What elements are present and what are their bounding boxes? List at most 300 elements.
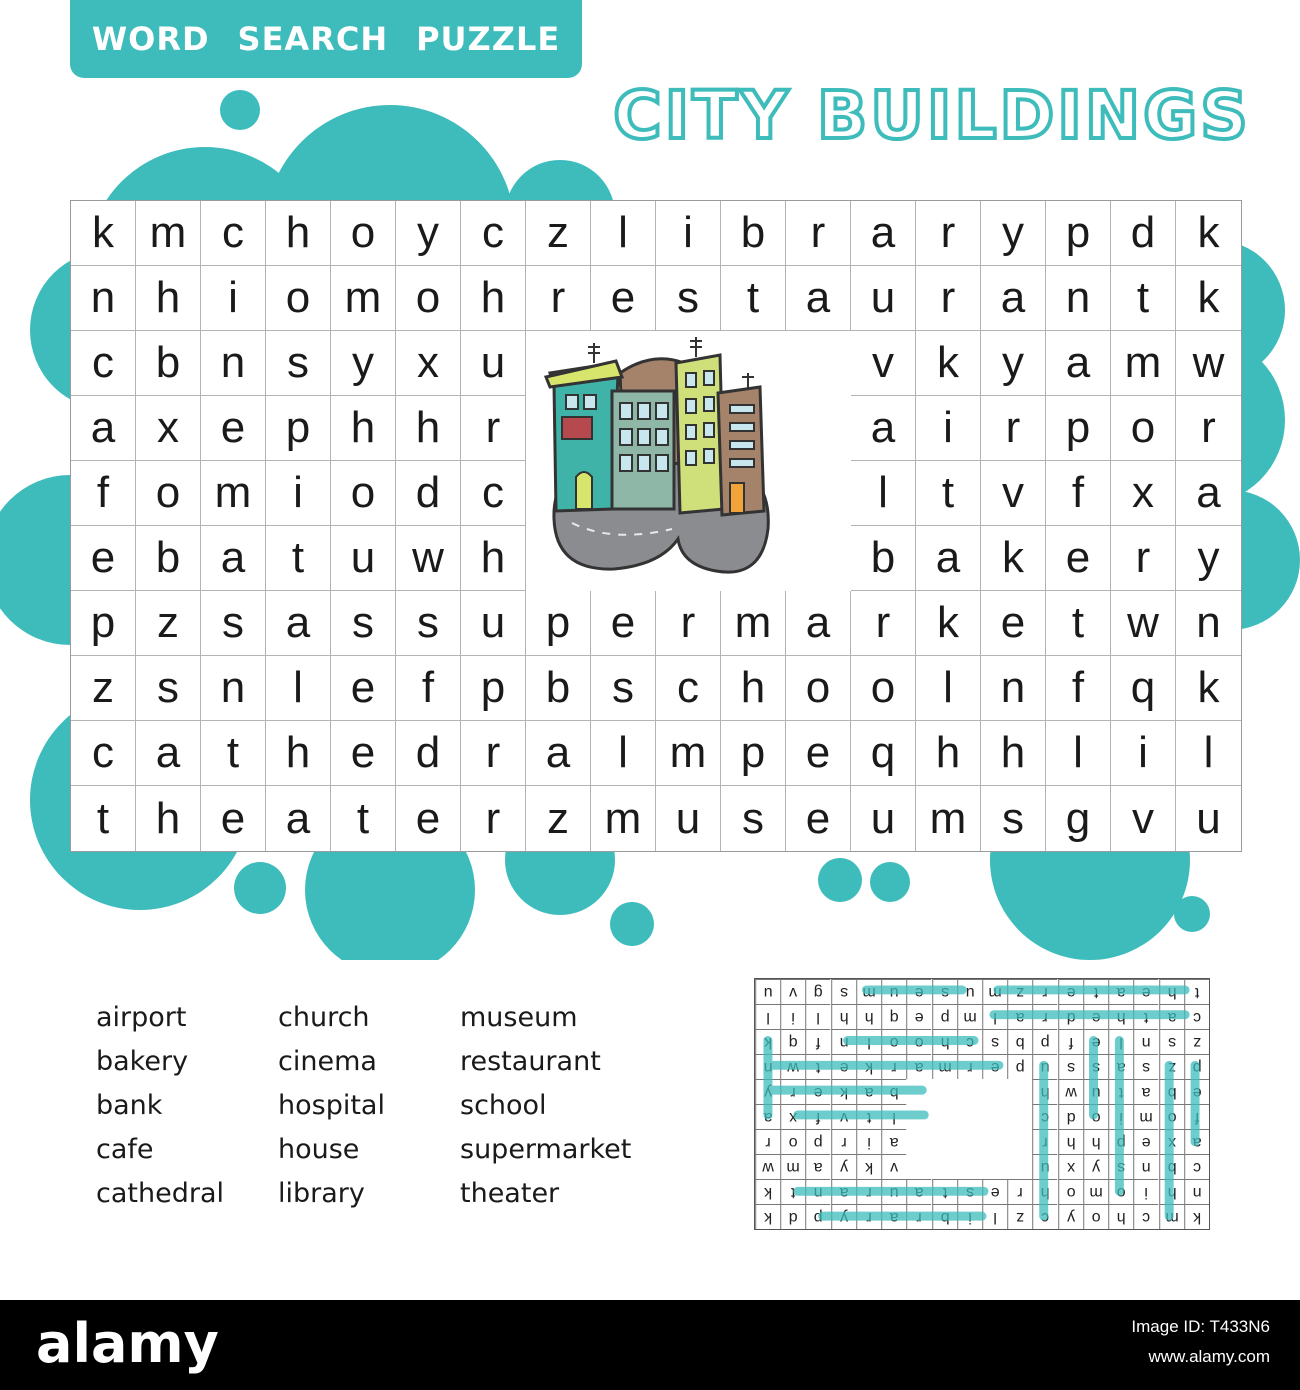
answer-cell: u: [881, 979, 906, 1004]
grid-cell: d: [1111, 201, 1176, 266]
grid-cell: r: [461, 786, 526, 851]
banner-word: WORD: [91, 20, 210, 58]
grid-cell: z: [71, 656, 136, 721]
grid-cell: u: [851, 786, 916, 851]
grid-cell: b: [136, 331, 201, 396]
grid-cell: e: [331, 721, 396, 786]
grid-cell: o: [136, 461, 201, 526]
grid-cell: e: [981, 591, 1046, 656]
banner-word: PUZZLE: [416, 20, 561, 58]
grid-cell: x: [136, 396, 201, 461]
answer-cell: s: [1133, 1054, 1158, 1079]
answer-cell: h: [1159, 979, 1184, 1004]
answer-cell: u: [755, 979, 780, 1004]
answer-cell: i: [780, 1004, 805, 1029]
grid-cell: e: [786, 721, 851, 786]
grid-cell: o: [1111, 396, 1176, 461]
grid-cell: t: [1046, 591, 1111, 656]
answer-cell: s: [1058, 1054, 1083, 1079]
grid-cell: p: [266, 396, 331, 461]
answer-cell: a: [1108, 1054, 1133, 1079]
grid-cell: h: [981, 721, 1046, 786]
answer-cell: x: [1058, 1154, 1083, 1179]
grid-cell: b: [136, 526, 201, 591]
brand-logo-text: alamy: [36, 1312, 219, 1375]
grid-cell: l: [916, 656, 981, 721]
grid-cell: b: [526, 656, 591, 721]
answer-cell: h: [831, 1004, 856, 1029]
grid-cell: m: [916, 786, 981, 851]
header-banner: [70, 0, 582, 78]
answer-cell: m: [982, 979, 1007, 1004]
answer-cell: h: [1032, 1079, 1057, 1104]
answer-cell: r: [1032, 979, 1057, 1004]
grid-cell: t: [266, 526, 331, 591]
grid-cell: u: [1196, 793, 1221, 843]
grid-cell: h: [461, 526, 526, 591]
grid-cell: u: [461, 331, 526, 396]
grid-cell: h: [916, 721, 981, 786]
answer-cell: m: [1133, 1104, 1158, 1129]
grid-cell: c: [461, 201, 526, 266]
answer-cell: k: [831, 1079, 856, 1104]
answer-cell: u: [1032, 1054, 1057, 1079]
grid-cell: s: [266, 331, 331, 396]
grid-cell: s: [331, 591, 396, 656]
word-list-column: [460, 996, 656, 1216]
grid-cell: p: [721, 721, 786, 786]
grid-cell: f: [1046, 461, 1111, 526]
answer-cell: p: [1007, 1054, 1032, 1079]
answer-cell: l: [982, 1004, 1007, 1029]
grid-cell: c: [71, 331, 136, 396]
answer-cell: u: [1083, 1079, 1108, 1104]
answer-cell: l: [1108, 1029, 1133, 1054]
grid-cell: b: [851, 526, 916, 591]
word-item: bank: [96, 1090, 163, 1121]
grid-cell: w: [1176, 331, 1241, 396]
answer-cell: v: [831, 1104, 856, 1129]
answer-cell: o: [780, 1129, 805, 1154]
answer-cell: n: [805, 1179, 830, 1204]
answer-cell: k: [856, 1054, 881, 1079]
grid-cell: p: [1046, 201, 1111, 266]
grid-cell: z: [136, 591, 201, 656]
answer-cell: a: [1133, 1079, 1158, 1104]
answer-cell: u: [957, 979, 982, 1004]
grid-cell: i: [1111, 721, 1176, 786]
grid-cell: s: [201, 591, 266, 656]
grid-cell: r: [461, 396, 526, 461]
grid-cell: t: [721, 266, 786, 331]
answer-cell: p: [805, 1204, 830, 1229]
grid-cell: r: [786, 201, 851, 266]
answer-cell: a: [906, 1179, 931, 1204]
answer-cell: l: [982, 1204, 1007, 1229]
answer-cell: s: [982, 1029, 1007, 1054]
answer-cell: s: [932, 979, 957, 1004]
grid-cell: a: [916, 526, 981, 591]
answer-cell: u: [881, 1179, 906, 1204]
answer-cell: e: [1133, 1129, 1158, 1154]
answer-cell: w: [780, 1054, 805, 1079]
grid-cell: y: [981, 331, 1046, 396]
grid-cell: y: [1176, 526, 1241, 591]
answer-cell: s: [1159, 1029, 1184, 1054]
grid-cell: f: [1046, 656, 1111, 721]
answer-cell: a: [831, 1179, 856, 1204]
grid-cell: n: [71, 266, 136, 331]
answer-cell: m: [1083, 1179, 1108, 1204]
answer-cell: r: [1032, 1004, 1057, 1029]
answer-cell: c: [957, 1029, 982, 1054]
grid-cell: r: [1111, 526, 1176, 591]
answer-cell: h: [1083, 1129, 1108, 1154]
answer-cell: b: [932, 1204, 957, 1229]
answer-cell: c: [1032, 1204, 1057, 1229]
grid-cell: v: [981, 461, 1046, 526]
answer-cell: p: [932, 1004, 957, 1029]
answer-cell: e: [831, 1054, 856, 1079]
answer-cell: h: [1108, 1204, 1133, 1229]
answer-cell: m: [856, 979, 881, 1004]
grid-cell: q: [851, 721, 916, 786]
grid-cell: e: [1046, 526, 1111, 591]
answer-cell: f: [805, 1104, 830, 1129]
grid-cell: y: [981, 201, 1046, 266]
grid-cell: x: [1111, 461, 1176, 526]
answer-cell: o: [906, 1029, 931, 1054]
word-item: hospital: [278, 1090, 385, 1121]
answer-cell: e: [1083, 1029, 1108, 1054]
answer-cell: p: [805, 1129, 830, 1154]
answer-cell: h: [932, 1029, 957, 1054]
grid-cell: a: [851, 396, 916, 461]
word-list-column: [96, 996, 278, 1216]
grid-cell: a: [136, 721, 201, 786]
grid-cell: r: [1176, 396, 1241, 461]
grid-cell: e: [396, 786, 461, 851]
word-item: church: [278, 1002, 370, 1033]
grid-cell: d: [396, 461, 461, 526]
answer-cell: i: [856, 1129, 881, 1154]
grid-cell: s: [656, 266, 721, 331]
answer-cell: q: [881, 1004, 906, 1029]
answer-cell: r: [957, 1054, 982, 1079]
answer-cell: e: [982, 1179, 1007, 1204]
answer-cell: o: [1159, 1104, 1184, 1129]
word-item: school: [460, 1090, 547, 1121]
grid-cell: a: [266, 591, 331, 656]
answer-cell: z: [1159, 1054, 1184, 1079]
grid-cell: y: [331, 331, 396, 396]
answer-cell: o: [1058, 1179, 1083, 1204]
banner-word: SEARCH: [237, 20, 389, 58]
answer-cell: m: [957, 1004, 982, 1029]
grid-cell: b: [721, 201, 786, 266]
answer-cell: d: [1058, 1004, 1083, 1029]
grid-cell: c: [656, 656, 721, 721]
grid-cell: p: [461, 656, 526, 721]
answer-cell: h: [1058, 1129, 1083, 1154]
grid-cell: f: [396, 656, 461, 721]
answer-highlights: [755, 979, 1209, 1229]
grid-cell: h: [331, 396, 396, 461]
answer-cell: y: [1058, 1204, 1083, 1229]
grid-cell: m: [721, 591, 786, 656]
answer-cell: k: [755, 1179, 780, 1204]
answer-cell: r: [906, 1204, 931, 1229]
answer-cell: z: [1007, 979, 1032, 1004]
answer-cell: r: [856, 1179, 881, 1204]
grid-cell: h: [396, 396, 461, 461]
grid-cell: r: [916, 201, 981, 266]
grid-cell: m: [656, 721, 721, 786]
grid-cell: x: [396, 331, 461, 396]
grid-cell: m: [331, 266, 396, 331]
grid-cell: n: [1176, 591, 1241, 656]
answer-cell: r: [881, 1054, 906, 1079]
answer-cell: a: [906, 1054, 931, 1079]
grid-cell: r: [656, 591, 721, 656]
answer-cell: b: [1159, 1154, 1184, 1179]
word-item: museum: [460, 1002, 578, 1033]
answer-cell: w: [1058, 1079, 1083, 1104]
grid-cell: t: [71, 786, 136, 851]
answer-cell: a: [1159, 1004, 1184, 1029]
grid-cell: e: [591, 266, 656, 331]
grid-cell: e: [71, 526, 136, 591]
word-item: bakery: [96, 1046, 189, 1077]
grid-cell: k: [1176, 201, 1241, 266]
grid-cell: t: [1111, 266, 1176, 331]
answer-cell: r: [755, 1129, 780, 1154]
answer-cell: p: [1184, 1054, 1209, 1079]
grid-cell: f: [71, 461, 136, 526]
site-url: www.alamy.com: [1148, 1347, 1270, 1366]
grid-cell: t: [201, 721, 266, 786]
grid-cell: e: [591, 591, 656, 656]
grid-cell: a: [266, 786, 331, 851]
answer-cell: g: [805, 979, 830, 1004]
grid-cell: g: [1046, 786, 1111, 851]
grid-cell: w: [1111, 591, 1176, 656]
answer-cell: a: [1108, 979, 1133, 1004]
answer-cell: o: [1083, 1104, 1108, 1129]
word-item: cinema: [278, 1046, 377, 1077]
grid-cell: a: [786, 591, 851, 656]
answer-cell: w: [755, 1154, 780, 1179]
answer-cell: z: [1184, 1029, 1209, 1054]
grid-cell: t: [916, 461, 981, 526]
grid-cell: n: [981, 656, 1046, 721]
answer-cell: e: [1083, 1004, 1108, 1029]
grid-cell: o: [851, 656, 916, 721]
answer-cell: e: [906, 1004, 931, 1029]
grid-cell: h: [266, 201, 331, 266]
grid-cell: a: [851, 201, 916, 266]
grid-cell: s: [136, 656, 201, 721]
grid-cell: a: [71, 396, 136, 461]
page-title-text: CITY BUILDINGS: [613, 77, 1251, 154]
grid-cell: v: [851, 331, 916, 396]
answer-cell: l: [881, 1104, 906, 1129]
answer-cell: r: [1032, 1129, 1057, 1154]
answer-cell: p: [1032, 1029, 1057, 1054]
answer-cell: i: [1108, 1104, 1133, 1129]
grid-cell: o: [396, 266, 461, 331]
grid-cell: k: [916, 331, 981, 396]
word-list-column: [278, 996, 460, 1216]
answer-cell: y: [1083, 1154, 1108, 1179]
grid-cell: c: [71, 721, 136, 786]
answer-cell: n: [1184, 1179, 1209, 1204]
word-item: cafe: [96, 1134, 154, 1165]
grid-cell: i: [201, 266, 266, 331]
answer-cell: f: [1184, 1104, 1209, 1129]
grid-cell: y: [396, 201, 461, 266]
answer-cell: s: [1083, 1054, 1108, 1079]
answer-cell: a: [1007, 1004, 1032, 1029]
grid-cell: r: [461, 721, 526, 786]
answer-cell: r: [856, 1204, 881, 1229]
grid-cell: t: [331, 786, 396, 851]
answer-cell: k: [755, 1029, 780, 1054]
word-item: theater: [460, 1178, 560, 1209]
grid-cell: s: [981, 786, 1046, 851]
grid-cell: l: [591, 721, 656, 786]
answer-cell: t: [780, 1179, 805, 1204]
alamy-logo: [36, 1312, 266, 1378]
grid-cell: c: [461, 461, 526, 526]
answer-cell: a: [805, 1154, 830, 1179]
grid-cell: h: [266, 721, 331, 786]
grid-cell: a: [1046, 331, 1111, 396]
answer-cell: e: [982, 1054, 1007, 1079]
answer-cell: r: [780, 1079, 805, 1104]
grid-cell: r: [981, 396, 1046, 461]
grid-cell: s: [721, 786, 786, 851]
answer-cell: a: [1184, 1129, 1209, 1154]
answer-cell: s: [831, 979, 856, 1004]
word-item: airport: [96, 1002, 187, 1033]
answer-cell: v: [780, 979, 805, 1004]
answer-cell: e: [1058, 979, 1083, 1004]
page-title: [612, 74, 1252, 154]
answer-cell: m: [780, 1154, 805, 1179]
answer-cell: e: [906, 979, 931, 1004]
word-item: cathedral: [96, 1178, 224, 1209]
answer-cell: o: [881, 1029, 906, 1054]
grid-cell: a: [786, 266, 851, 331]
answer-cell: y: [831, 1154, 856, 1179]
grid-cell: w: [396, 526, 461, 591]
grid-cell: e: [201, 396, 266, 461]
answer-cell: y: [755, 1079, 780, 1104]
answer-cell: c: [1133, 1204, 1158, 1229]
answer-cell: l: [856, 1029, 881, 1054]
answer-cell: e: [1184, 1079, 1209, 1104]
grid-cell: k: [1176, 266, 1241, 331]
answer-cell: m: [932, 1054, 957, 1079]
answer-cell: m: [1159, 1204, 1184, 1229]
grid-cell: m: [1111, 331, 1176, 396]
grid-cell: o: [331, 201, 396, 266]
answer-cell: i: [957, 1204, 982, 1229]
grid-cell: k: [71, 201, 136, 266]
grid-cell: e: [201, 786, 266, 851]
word-list: [96, 996, 656, 1216]
answer-cell: d: [1058, 1104, 1083, 1129]
answer-cell: r: [1007, 1179, 1032, 1204]
footer-bar: [0, 1300, 1300, 1390]
grid-cell: k: [981, 526, 1046, 591]
answer-cell: c: [1184, 1004, 1209, 1029]
answer-cell: k: [856, 1154, 881, 1179]
answer-cell: a: [881, 1204, 906, 1229]
image-id-label: Image ID: T433N6: [1131, 1317, 1270, 1336]
grid-picture: [526, 331, 851, 591]
grid-cell: z: [526, 201, 591, 266]
answer-cell: b: [881, 1079, 906, 1104]
answer-cell: t: [805, 1054, 830, 1079]
grid-cell: a: [1176, 461, 1241, 526]
answer-cell: p: [1108, 1129, 1133, 1154]
answer-cell: t: [1108, 1079, 1133, 1104]
grid-cell: l: [1176, 721, 1241, 786]
grid-cell: u: [331, 526, 396, 591]
answer-key: [754, 978, 1210, 1230]
answer-cell: y: [831, 1204, 856, 1229]
answer-cell: h: [1108, 1004, 1133, 1029]
answer-cell: h: [1159, 1179, 1184, 1204]
grid-cell: a: [201, 526, 266, 591]
answer-cell: q: [780, 1029, 805, 1054]
answer-cell: n: [1133, 1154, 1158, 1179]
grid-cell: p: [1046, 396, 1111, 461]
answer-cell: i: [1133, 1179, 1158, 1204]
answer-cell: t: [1184, 979, 1209, 1004]
answer-cell: b: [1159, 1079, 1184, 1104]
grid-cell: i: [656, 201, 721, 266]
grid-cell: r: [526, 266, 591, 331]
answer-cell: o: [1083, 1204, 1108, 1229]
answer-cell: o: [1108, 1179, 1133, 1204]
grid-cell: e: [331, 656, 396, 721]
grid-cell: h: [721, 656, 786, 721]
grid-cell: z: [526, 786, 591, 851]
word-item: library: [278, 1178, 365, 1209]
grid-cell: o: [266, 266, 331, 331]
stock-info: [1131, 1312, 1270, 1372]
grid-cell: a: [526, 721, 591, 786]
answer-cell: t: [856, 1104, 881, 1129]
grid-cell: r: [916, 266, 981, 331]
answer-cell: n: [831, 1029, 856, 1054]
city-buildings-illustration: [532, 333, 784, 587]
answer-cell: a: [856, 1079, 881, 1104]
answer-cell: h: [856, 1004, 881, 1029]
answer-cell: h: [1032, 1179, 1057, 1204]
grid-cell: q: [1111, 656, 1176, 721]
answer-cell: l: [805, 1004, 830, 1029]
grid-cell: i: [266, 461, 331, 526]
grid-cell: m: [591, 786, 656, 851]
answer-cell: c: [1032, 1104, 1057, 1129]
answer-cell: b: [1007, 1029, 1032, 1054]
grid-cell: c: [201, 201, 266, 266]
word-item: house: [278, 1134, 360, 1165]
